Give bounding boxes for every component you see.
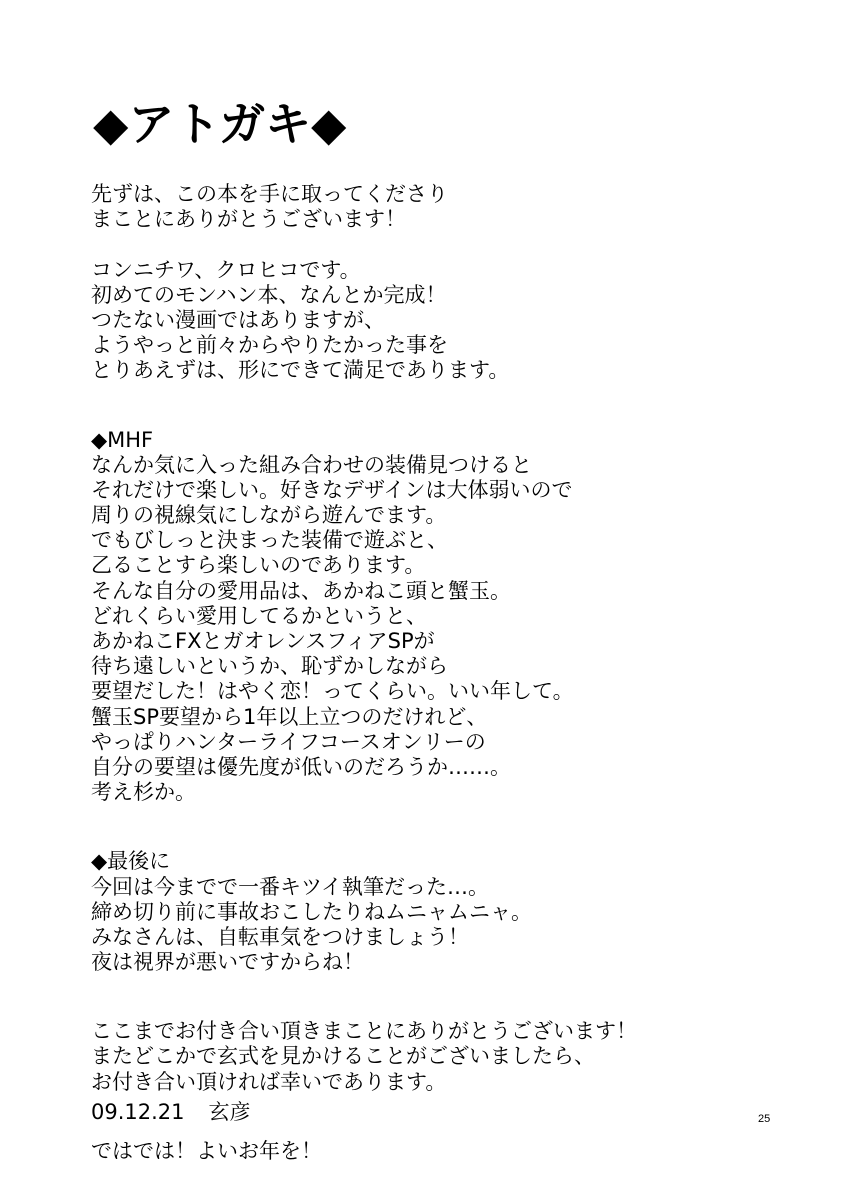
signature-date: 09.12.21 — [91, 1100, 185, 1124]
text-line: コンニチワ、クロヒコです。 — [91, 257, 361, 282]
last-section — [91, 849, 791, 975]
text-line: お付き合い頂ければ幸いであります。 — [91, 1069, 447, 1094]
section-heading: ◆MHF — [91, 427, 154, 452]
text-line: 乙ることすら楽しいのであります。 — [91, 553, 426, 578]
greeting-paragraph — [91, 258, 791, 384]
intro-paragraph — [91, 182, 791, 232]
text-line: ようやっと前々からやりたかった事を — [91, 333, 448, 358]
text-line: 先ずは、この本を手に取ってくださり — [91, 182, 448, 206]
page-title: ◆アトガキ◆ — [93, 97, 347, 151]
text-line: つたない漫画ではありますが、 — [91, 307, 385, 332]
text-line: どれくらい愛用してるかというと、 — [91, 603, 427, 628]
text-line: 要望だした！はやく恋！ってくらい。いい年して。 — [91, 679, 574, 704]
page-number: 25 — [758, 1113, 771, 1125]
mhf-section — [91, 428, 791, 806]
signature-name: 玄彦 — [208, 1100, 251, 1124]
text-line: 締め切り前に事故おこしたりねムニャムニャ。 — [91, 899, 532, 924]
signature — [91, 1099, 251, 1125]
text-line: 周りの視線気にしながら遊んでます。 — [91, 503, 447, 528]
text-line: 蟹玉SP要望から1年以上立つのだけれど、 — [91, 704, 488, 729]
text-line: そんな自分の愛用品は、あかねこ頭と蟹玉。 — [91, 578, 511, 603]
section-heading: ◆最後に — [91, 849, 171, 874]
text-line: あかねこFXとガオレンスフィアSPが — [91, 629, 435, 653]
farewell-paragraph — [91, 1139, 791, 1164]
text-line: 夜は視界が悪いですからね！ — [91, 950, 364, 975]
text-line: 今回は今までで一番キツイ執筆だった…。 — [91, 874, 489, 899]
text-line: 考え杉か。 — [91, 780, 196, 805]
text-line: ここまでお付き合い頂きまことにありがとうございます！ — [91, 1019, 637, 1044]
text-line: それだけで楽しい。好きなデザインは大体弱いので — [91, 477, 573, 502]
thanks-paragraph — [91, 1019, 791, 1095]
text-line: みなさんは、自転車気をつけましょう！ — [91, 924, 469, 949]
text-line: やっぱりハンターライフコースオンリーの — [91, 729, 486, 754]
afterword-body — [91, 182, 791, 1164]
text-line: 自分の要望は優先度が低いのだろうか……。 — [91, 754, 511, 779]
text-line: 待ち遠しいというか、恥ずかしながら — [91, 654, 448, 679]
text-line: またどこかで玄式を見かけることがございましたら、 — [91, 1044, 595, 1069]
text-line: まことにありがとうございます！ — [91, 207, 406, 232]
text-line: 初めてのモンハン本、なんとか完成！ — [91, 282, 447, 307]
farewell-line: ではでは！よいお年を！ — [91, 1138, 322, 1163]
text-line: でもびしっと決まった装備で遊ぶと、 — [91, 528, 448, 553]
text-line: なんか気に入った組み合わせの装備見つけると — [91, 452, 532, 477]
text-line: とりあえずは、形にできて満足であります。 — [91, 358, 510, 383]
